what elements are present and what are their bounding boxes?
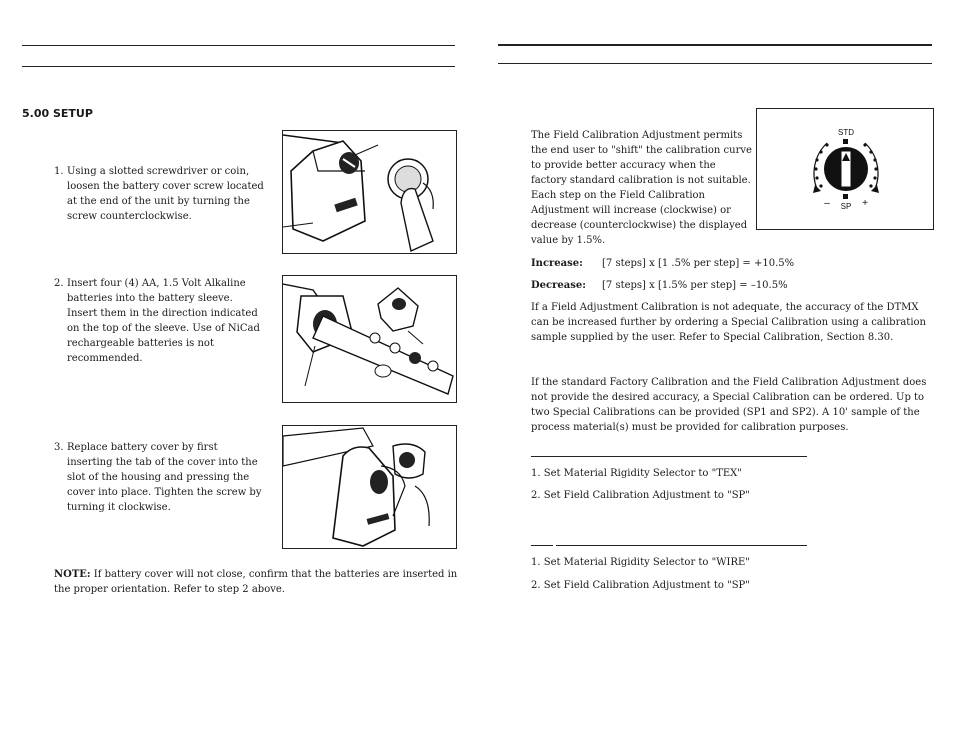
field-calibration-intro: The Field Calibration Adjustment permits the end user to "shift" the calibration curve to provide better accuracy when the factory standard calibration is not suitable. Each step on the Field Calibration Adjustment will increase (clockwise) or decrease (counterclockwise) the displayed value by 1.5%. <box>531 130 752 246</box>
dial-plus-label: + <box>862 198 868 209</box>
increase-label: Increase: <box>531 258 583 269</box>
procedure-a-step-1: 1. Set Material Rigidity Selector to "TEX" <box>531 468 742 479</box>
step-text: Insert four (4) AA, 1.5 Volt Alkaline batteries into the battery sleeve. Insert them in the direction indicated on the top of the sleeve. Use of NiCad rechargeable batteries is not recommended. <box>67 278 260 364</box>
procedure-b-step-1: 1. Set Material Rigidity Selector to "WIRE" <box>531 557 750 568</box>
step-number: 2. <box>54 278 64 289</box>
procedure-b-rule-short <box>531 545 553 546</box>
note-label: NOTE: <box>54 569 91 580</box>
section-heading: 5.00 SETUP <box>22 107 93 120</box>
decrease-label: Decrease: <box>531 280 586 291</box>
figure-screw-removal <box>282 130 457 254</box>
left-header-rule-top <box>22 45 455 46</box>
step-number: 3. <box>54 442 64 453</box>
setup-step-1 <box>54 164 266 224</box>
field-adjustment-paragraph: If a Field Adjustment Calibration is not adequate, the accuracy of the DTMX can be increased further by ordering a Special Calibration using a calibration sample supplied by the user. Refer to Special Calibration, Section 8.30. <box>531 302 926 343</box>
setup-step-2 <box>54 276 266 366</box>
decrease-value: [7 steps] x [1.5% per step] = –10.5% <box>602 280 788 291</box>
right-header-rule-bottom <box>498 63 932 64</box>
dial-std-label: STD <box>838 128 854 137</box>
special-calibration-paragraph: If the standard Factory Calibration and the Field Calibration Adjustment does not provide the desired accuracy, a Special Calibration can be ordered. Up to two Special Calibrations can be provided (SP1 and SP2). A 10' sample of the process material(s) must be provided for calibration purposes. <box>531 377 927 433</box>
setup-note <box>54 567 458 597</box>
setup-step-3 <box>54 440 266 515</box>
procedure-b-rule <box>556 545 807 546</box>
procedure-a-step-2: 2. Set Field Calibration Adjustment to "SP" <box>531 490 750 501</box>
right-header-rule-top <box>498 44 932 46</box>
figure-cover-replacement <box>282 425 457 549</box>
step-text: Using a slotted screwdriver or coin, loosen the battery cover screw located at the end of the unit by turning the screw counterclockwise. <box>67 166 264 222</box>
left-header-rule-bottom <box>22 66 455 67</box>
dial-sp-label: SP <box>840 202 852 211</box>
step-number: 1. <box>54 166 64 177</box>
note-text: If battery cover will not close, confirm that the batteries are inserted in the proper orientation. Refer to step 2 above. <box>54 569 458 595</box>
step-text: Replace battery cover by first inserting the tab of the cover into the slot of the housing and pressing the cover into place. Tighten the screw by turning it clockwise. <box>67 442 262 513</box>
increase-value: [7 steps] x [1 .5% per step] = +10.5% <box>602 258 795 269</box>
figure-calibration-dial <box>756 108 934 230</box>
increase-row <box>531 256 931 271</box>
decrease-row <box>531 278 931 293</box>
dial-minus-label: – <box>824 198 830 209</box>
procedure-a-rule <box>531 456 807 457</box>
figure-battery-insertion <box>282 275 457 403</box>
procedure-b-step-2: 2. Set Field Calibration Adjustment to "SP" <box>531 580 750 591</box>
